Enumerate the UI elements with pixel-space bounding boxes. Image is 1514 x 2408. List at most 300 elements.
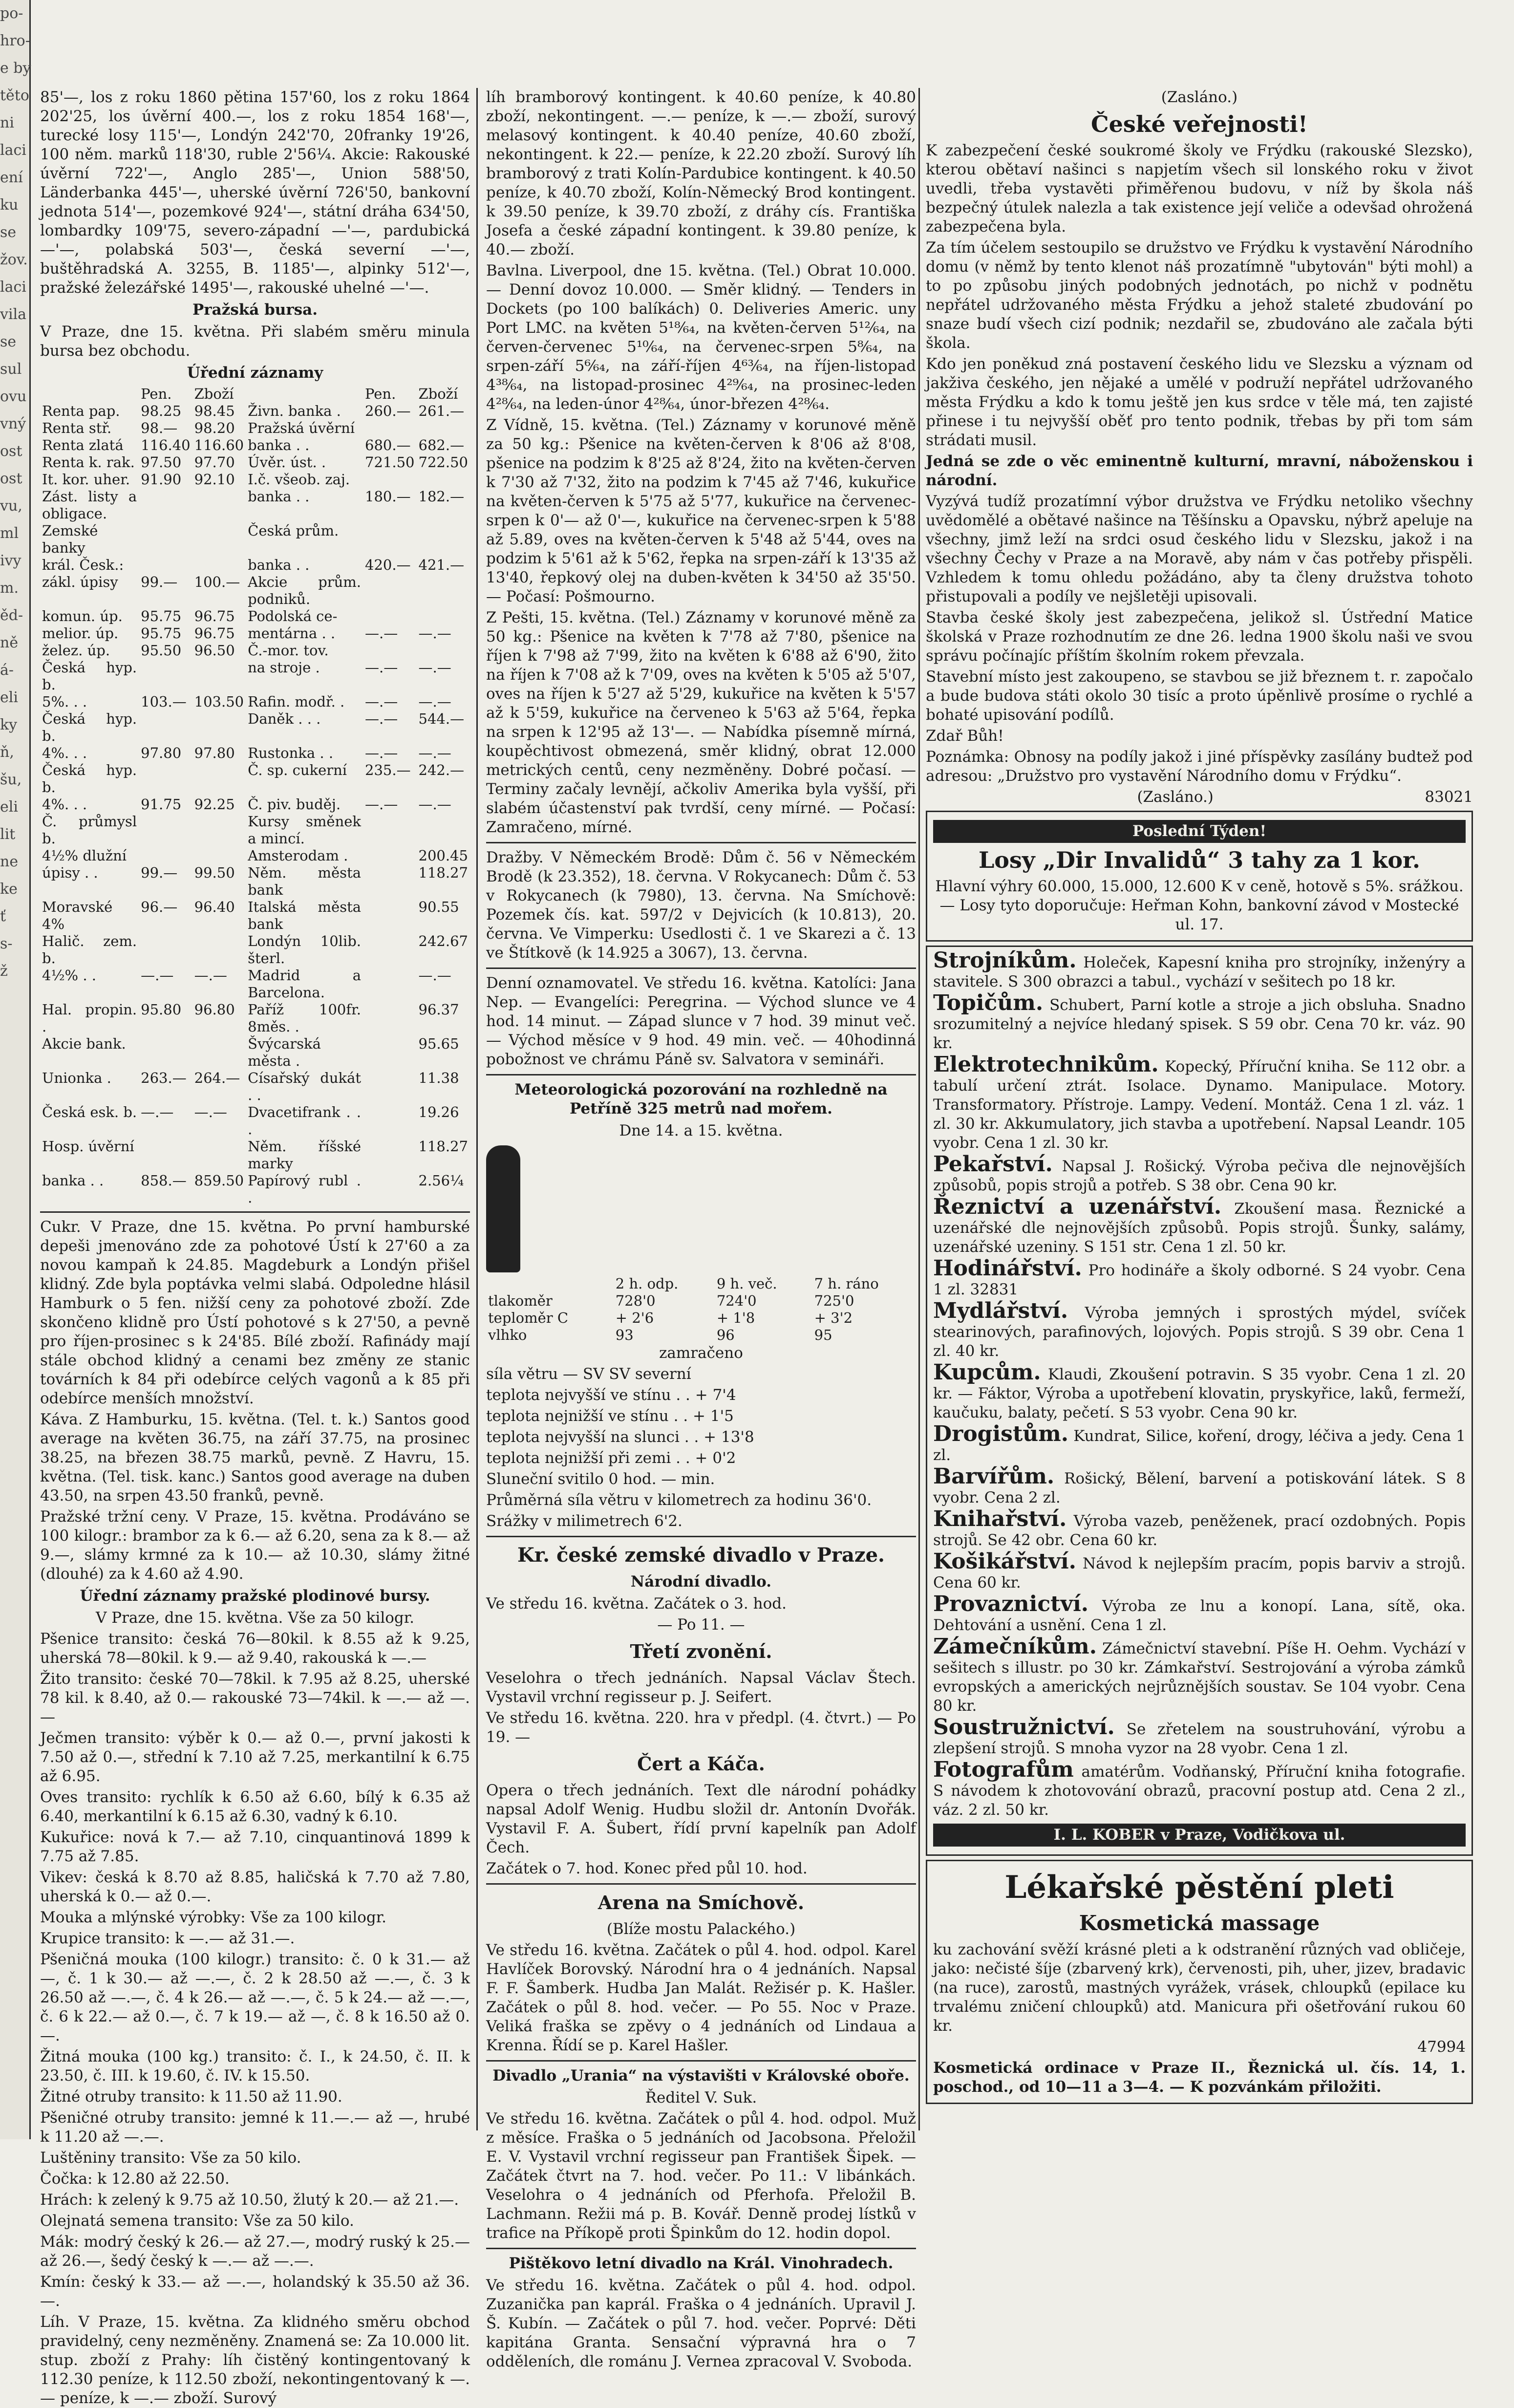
meteo-line: Průměrná síla větru v kilometrech za hodinu 36'0. <box>486 1491 872 1509</box>
show-2-time: Začátek o 7. hod. Konec před půl 10. hod. <box>486 1860 808 1877</box>
cosmetic-text: ku zachování svěží krásné pleti a k odstranění různých vad obličeje, jako: nečisté šíje (zbarvený krk), červenosti, pih, uher, jizev, bradavic (na ruce), zarostů, mastných vyrážek, vrásek, chloupků (epilace ku trvalému zničení chloupků) atd. Manicura při ošetřování rukou 60 kr. <box>933 1941 1466 2035</box>
column-2 <box>486 88 916 2370</box>
bourse-cell: Moravské 4% <box>42 899 113 932</box>
divider <box>486 842 916 843</box>
strip-fragment: ni <box>0 114 14 131</box>
cosmetic-number: 47994 <box>1417 2038 1466 2056</box>
strip-fragment: ky <box>0 716 18 733</box>
bourse-cell: na stroje . <box>248 659 320 676</box>
bourse-cell: —.— <box>141 967 174 984</box>
vienna-quotes-text: 85'—, los z roku 1860 pětina 157'60, los z roku 1864 202'25, los úvěrní 400.—, los z roku 1854 168'—, turecké losy 115'—, Londýn 242'70, 20franky 19'26, 100 něm. marků 118'30, ruble 2'56¼. Akcie: Rakouské úvěrní 722'—, Anglo 285'—, Union 588'50, Länderbanka 445'—, uherské úvěrní 726'50, bankovní jednota 514'—, pozemkové 924'—, státní dráha 634'50, lombardky 109'75, severo-západní —'—, pardubická —'—, polabská 503'—, česká severní —'—, buštěhradská A. 3255, B. 1185'—, alpinky 512'—, pražské železářské 1495'—, rakouské uhelné —'—. <box>40 88 470 297</box>
bourse-cell <box>139 1035 192 1070</box>
bourse-cell <box>192 710 246 745</box>
show-2-desc: Opera o třech jednáních. Text dle národní pohádky napsal Adolf Wenig. Hudbu složil dr. Antonín Dvořák. Vystavil F. A. Šubert, řídí první kapelník pan Adolf Čech. <box>486 1782 916 1856</box>
bourse-cell: 96.80 <box>194 1001 235 1018</box>
bourse-row <box>40 1070 470 1104</box>
book-ad-text: Napsal J. Rošický. Výroba pečiva dle nejnovějších způsobů, popis strojů a potřeb. S 38 obr. Cena 90 kr. <box>933 1158 1466 1194</box>
produce-exchange-intro: V Praze, dne 15. května. Vše za 50 kilogr. <box>95 1609 415 1627</box>
adjacent-page-strip <box>0 0 31 2139</box>
bourse-cell: 242.— <box>418 762 465 778</box>
produce-item: Žitná mouka (100 kg.) transito: č. I., k 24.50, č. II. k 23.50, č. III. k 19.60, č. IV. k 15.50. <box>40 2048 470 2085</box>
produce-item: Hrách: k zelený k 9.75 až 10.50, žlutý k 20.— až 21.—. <box>40 2191 459 2209</box>
bourse-cell <box>417 813 470 847</box>
bourse-cell: Londýn 10lib. šterl. <box>248 933 362 967</box>
column-3 <box>926 88 1473 2130</box>
bourse-cell: Hosp. úvěrní <box>42 1138 134 1155</box>
bourse-cell: Paříž 100fr. 8měs. . <box>248 1001 362 1035</box>
bourse-row <box>40 420 470 437</box>
bourse-row <box>40 608 470 625</box>
bourse-cell <box>417 420 470 437</box>
bourse-cell: Česká prům. <box>248 522 339 539</box>
meteo-cell: teploměr C <box>488 1310 569 1326</box>
appeal-p8: Zdař Bůh! <box>926 727 1004 745</box>
produce-item: Mouka a mlýnské výrobky: Vše za 100 kilogr. <box>40 1909 387 1926</box>
show-2-title: Čert a Káča. <box>637 1753 765 1775</box>
vienna-report: Z Vídně, 15. května. (Tel.) Záznamy v korunové měně za 50 kg.: Pšenice na květen-červen k 8'06 až 8'08, pšenice na podzim k 8'25 až 8'24, žito na květen-červen k 7'30 až 7'32, žito na podzim k 7'45 až 7'46, kukuřice na květen-červen k 5'75 až 5'77, kukuřice na červenec-srpen k 0'— až 0'—, kukuřice na červenec-srpen k 5'88 až 5.89, oves na květen-červen k 5'48 až 5'44, oves na podzim k 5'61 až k 5'62, řepka na srpen-září k 13'35 až 13'40, řepkový olej na duben-květen k 34'50 až 35'50. — Počasí: Pošmourno. <box>486 416 916 605</box>
bourse-row <box>40 847 470 864</box>
sent-in-label-2 <box>926 788 1473 807</box>
strip-fragment: ml <box>0 525 19 542</box>
meteo-table <box>486 1275 916 1344</box>
barometer-icon <box>486 1145 520 1272</box>
book-ad-title: Fotografům <box>933 1757 1074 1782</box>
bourse-cell: Papírový rubl . . <box>248 1172 362 1206</box>
bourse-cell <box>192 488 246 522</box>
bourse-cell <box>139 847 192 864</box>
meteo-cell: + 2'6 <box>615 1310 654 1326</box>
bourse-cell: 200.45 <box>418 847 468 864</box>
meteo-line: teplota nejvyšší ve stínu . . + 7'4 <box>486 1386 736 1404</box>
bourse-cell: 182.— <box>418 488 465 505</box>
strip-fragment: e by <box>0 60 31 77</box>
produce-item: Vikev: česká k 8.70 až 8.85, haličská k 7.70 až 7.80, uherská k 0.— až 0.—. <box>40 1869 470 1905</box>
divider <box>486 968 916 969</box>
bourse-cell <box>139 762 192 796</box>
book-ad <box>933 1757 1466 1820</box>
strip-fragment: šu, <box>0 771 22 788</box>
bourse-cell: Úvěr. úst. . <box>248 454 326 471</box>
meteo-cell: 95 <box>814 1327 832 1343</box>
bourse-row <box>40 745 470 762</box>
bourse-row <box>40 1001 470 1035</box>
meteo-col-head: 9 h. več. <box>716 1275 777 1292</box>
book-ad-text: Pro hodináře a školy odborné. S 24 vyobr. Cena 1 zl. 32831 <box>933 1262 1466 1298</box>
bourse-cell <box>192 933 246 967</box>
bourse-cell <box>363 1001 416 1035</box>
bourse-cell: Něm. města bank <box>248 864 362 898</box>
strip-fragment: ovu <box>0 388 27 405</box>
coffee-report: Káva. Z Hamburku, 15. května. (Tel. t. k.) Santos good average na květen 36.75, na září 37.75, na prosinec 38.25, na březen 38.75 marků, pevně. Z Havru, 15. května. (Tel. tisk. kanc.) Santos good average na duben 43.50, na srpen 43.50 franků, pevně. <box>40 1411 470 1505</box>
strip-fragment: ž <box>0 963 8 980</box>
national-theatre-heading: Národní divadlo. <box>630 1573 772 1591</box>
bourse-table <box>40 386 470 1206</box>
bourse-cell: Zást. listy a obligace. <box>42 488 137 522</box>
bourse-cell <box>363 1138 416 1172</box>
arena-text: Ve středu 16. května. Začátek o půl 4. hod. odpol. Karel Havlíček Borovský. Národní hra o 4 jednáních. Napsal F. F. Šamberk. Hudba Jan Malát. Režisér p. K. Hašler. Začátek o půl 8. hod. večer. — Po 55. Noc v Praze. Veliká fraška se zpěvy o 4 jednáních od Lindaua a Krenna. Řídí se p. Karel Hašler. <box>486 1941 916 2054</box>
appeal-p4: Jedná se zde o věc eminentně kulturní, mravní, náboženskou i národní. <box>926 452 1473 489</box>
sugar-report: Cukr. V Praze, dne 15. května. Po první hamburské depeši jmenováno zde za pohotové Ústí k 27'60 a za novou kampaň k 24.85. Magdeburk a Londýn přišel klidný. Zde byla poptávka velmi slabá. Odpoledne hlásil Hamburk o 5 fen. nižší ceny za pohotové zboží. Zde skončeno klidně pro Ústí pohotové s k 27'50, a pevně pro říjen-prosinec s k 24'85. Bílé zboží. Rafinády mají stále obchod klidný a cenami bez změny ze stanic továrních k 84 při odebírce celých vagonů a k 85 při odebírce menších množství. <box>40 1218 470 1407</box>
produce-item: Pšeničná mouka (100 kilogr.) transito: č. 0 k 31.— až —, č. 1 k 30.— až —.—, č. 2 k 28.50 až —.—, č. 3 k 26.50 až —.—, č. 4 k 26.— až —.—, č. 5 k 24.— až —.—, č. 6 k 22.— až 0.—, č. 7 k 19.— až —, č. 8 k 16.50 až 0.—. <box>40 1951 470 2044</box>
bourse-cell: Hal. propin. . <box>42 1001 137 1035</box>
book-ad-title: Mydlářství. <box>933 1298 1068 1323</box>
strip-fragment: eli <box>0 798 18 816</box>
prague-bourse-heading: Pražská bursa. <box>192 301 318 319</box>
bourse-cell <box>139 557 192 574</box>
book-ad-text: Schubert, Parní kotle a stroje a jich obsluha. Snadno srozumitelný a nejvíce hledaný spisek. S 59 obr. Cena 70 kr. váz. 90 kr. <box>933 996 1466 1052</box>
book-ad <box>933 1421 1466 1465</box>
bourse-cell: 97.80 <box>141 745 182 761</box>
cosmetic-ad <box>926 1860 1473 2104</box>
bourse-cell: 99.— <box>141 574 178 590</box>
bourse-cell: 264.— <box>194 1070 240 1086</box>
bourse-cell: Akcie prům. podniků. <box>248 574 362 607</box>
bourse-cell: 97.70 <box>194 454 235 471</box>
bourse-cell: —.— <box>418 625 451 642</box>
show-1-date: Ve středu 16. května. Začátek o 3. hod. <box>486 1595 787 1612</box>
strip-fragment: ke <box>0 881 18 898</box>
bourse-cell: Kursy směnek a mincí. <box>248 813 362 847</box>
bourse-cell: 5%. . . <box>42 693 87 710</box>
bourse-cell <box>363 1035 416 1070</box>
appeal-p7: Stavební místo jest zakoupeno, se stavbou se již březnem t. r. započalo a bude budova státi okolo 30 tisíc a proto úpěnlivě prosíme o rychlé a bohaté upisování podílů. <box>926 668 1473 724</box>
bourse-cell: 91.90 <box>141 471 182 488</box>
bourse-cell: Česká hyp. b. <box>42 762 137 796</box>
meteo-col-head: 2 h. odp. <box>615 1275 679 1292</box>
summer-theatre-text: Ve středu 16. května. Začátek o půl 4. hod. odpol. Zuzanička pan kaprál. Fraška o 4 jednáních. Upravil J. Š. Kubín. — Začátek o půl 7. hod. večer. Poprvé: Děti kapitána Granta. Sensační výpravná hra o 7 odděleních, dle románu J. Vernea zpracoval V. Svoboda. <box>486 2277 916 2370</box>
bourse-cell <box>139 813 192 847</box>
bourse-cell: Renta k. rak. <box>42 454 135 471</box>
strip-fragment: m. <box>0 580 19 597</box>
bourse-cell: 116.40 <box>141 437 191 453</box>
meteo-row <box>486 1327 916 1344</box>
bourse-cell: Rustonka . . <box>248 745 334 761</box>
bourse-cell: 544.— <box>418 710 465 727</box>
meteo-row <box>486 1292 916 1310</box>
meteo-heading: Meteorologická pozorování na rozhledně na Petříně 325 metrů nad mořem. <box>514 1081 888 1118</box>
divider <box>486 2248 916 2249</box>
book-ad-title: Soustružnictví. <box>933 1715 1115 1740</box>
bourse-cell: zákl. úpisy <box>42 574 118 590</box>
strip-fragment: lit <box>0 826 16 843</box>
bourse-row <box>40 864 470 899</box>
book-ad <box>933 1298 1466 1361</box>
appeal-p6: Stavba české školy jest zabezpečena, jelikož sl. Ústřední Matice školská v Praze rozhodnutím ze dne 26. ledna 1900 školu naši ve svou správu počínajíc příštím školním rokem převzala. <box>926 609 1473 665</box>
bourse-row <box>40 522 470 557</box>
produce-item: Pšeničné otruby transito: jemné k 11.—.— až —, hrubé k 11.20 až —.—. <box>40 2109 470 2146</box>
bourse-cell: Živn. banka . <box>248 403 341 419</box>
bourse-row <box>40 403 470 420</box>
appeal-p2: Za tím účelem sestoupilo se družstvo ve Frýdku k vystavění Národního domu (v němž by tento klenot náš prozatímně "ubytován" býti mohl) a to po způsobu jiných podobných jednotách, po nichž v podnětu nepřátel udržovaného města Frýdku a jehož staleté zbudování po snaze budí všech cizí podnik; nezdařil se, zbudováno ale začala býti škola. <box>926 239 1473 352</box>
strip-fragment: ně <box>0 634 19 651</box>
bourse-cell <box>363 1070 416 1104</box>
strip-fragment: ň, <box>0 744 14 761</box>
meteo-cell: tlakoměr <box>488 1292 553 1309</box>
bourse-cell: Podolská ce- <box>248 608 338 624</box>
bourse-cell <box>363 847 416 864</box>
appeal-p5: Vyzývá tudíž prozatímní výbor družstva ve Frýdku netoliko všechny uvědomělé a obětavé našince na Těšínsku a Opavsku, nýbrž apeluje na všechny, jimž leží na srdci osud českého lidu v Slezsku, jakož i na všechny Čechy v Praze a na Moravě, aby nám v čas potřeby přispěli. Vzhledem k tomu ohledu požádáno, aby ta členy družstva tohoto přistupovali a podíly ve nejšletěji upisovali. <box>926 493 1473 605</box>
lottery-details: Hlavní výhry 60.000, 15.000, 12.600 K v ceně, hotově s 5%. srážkou. — Losy tyto doporučuje: Heřman Kohn, bankovní závod v Mostecké ul. 17. <box>935 878 1464 933</box>
bourse-cell: Česká esk. b. <box>42 1104 137 1120</box>
bourse-cell: Renta pap. <box>42 403 120 419</box>
produce-item: Olejnatá semena transito: Vše za 50 kilo. <box>40 2212 354 2230</box>
meteo-line: Sluneční svitilo 0 hod. — min. <box>486 1470 715 1488</box>
strip-fragment: vu, <box>0 497 22 515</box>
book-ad-text: Výroba jemných i sprostých mýdel, svíček stearinových, parafinových, lojových. Popis strojů. S 39 obr. Cena 1 zl. 40 kr. <box>933 1304 1466 1360</box>
strip-fragment: ť <box>0 908 6 925</box>
bourse-cell: 96.50 <box>194 642 235 659</box>
meteo-cell: 725'0 <box>814 1292 854 1309</box>
strip-fragment: sul <box>0 361 22 378</box>
bourse-cell <box>363 1172 416 1206</box>
show-1-title: Třetí zvonění. <box>630 1640 772 1662</box>
bourse-cell: 90.55 <box>418 899 459 915</box>
bourse-row <box>40 557 470 574</box>
divider <box>486 1536 916 1537</box>
bourse-cell <box>417 522 470 557</box>
bourse-cell: 96.75 <box>194 625 235 642</box>
book-ad-text: Návod k nejlepším pracím, popis barviv a strojů. Cena 60 kr. <box>933 1555 1466 1591</box>
show-1-number: — Po 11. — <box>657 1616 745 1634</box>
book-ad <box>933 1549 1466 1592</box>
bourse-row <box>40 574 470 608</box>
strip-fragment: žov. <box>0 251 28 268</box>
meteo-sky: zamračeno <box>659 1344 743 1362</box>
strip-fragment: těto <box>0 87 29 104</box>
appeal-note: Poznámka: Obnosy na podíly jakož i jiné příspěvky zasílány budtež pod adresou: „Družstvo pro vystavění Národního domu v Frýdku“. <box>926 748 1473 785</box>
bourse-cell: želez. úp. <box>42 642 110 659</box>
strip-fragment: ěd- <box>0 607 23 624</box>
arena-heading: Arena na Smíchově. <box>597 1892 805 1914</box>
bourse-cell: 92.25 <box>194 796 235 813</box>
bourse-cell <box>363 899 416 933</box>
produce-item: Mák: modrý český k 26.— až 27.—, modrý ruský k 25.— až 26.—, šedý český k —.— až —.—. <box>40 2233 470 2270</box>
bourse-cell: Zemské banky <box>42 522 98 556</box>
cosmetic-heading: Lékařské pěstění pleti <box>1004 1869 1394 1906</box>
book-ad-title: Kupcům. <box>933 1360 1041 1385</box>
bourse-row <box>40 693 470 710</box>
bourse-cell: 421.— <box>418 557 465 573</box>
cosmetic-subheading: Kosmetická massage <box>1079 1911 1320 1935</box>
lottery-ad <box>926 811 1473 942</box>
bourse-cell: 98.— <box>141 420 178 436</box>
strip-fragment: ost <box>0 470 22 487</box>
bourse-cell <box>363 933 416 967</box>
bourse-cell: mentárna . . <box>248 625 336 642</box>
book-ad-title: Strojníkům. <box>933 948 1077 973</box>
bourse-cell: banka . . <box>248 488 310 505</box>
meteo-cell: vlhko <box>488 1327 527 1343</box>
bourse-row <box>40 625 470 642</box>
divider <box>40 1211 470 1213</box>
book-ad-title: Topičům. <box>933 990 1044 1015</box>
bourse-cell <box>192 762 246 796</box>
book-ad-text: Se zřetelem na soustruhování, výrobu a zlepšení strojů. S mnoha vyzor na 28 vyobr. Cena 1 zl. <box>933 1720 1466 1757</box>
bourse-row <box>40 933 470 967</box>
bourse-cell: 100.— <box>194 574 240 590</box>
meteo-extra <box>486 1386 916 1531</box>
bourse-cell: komun. úp. <box>42 608 123 624</box>
auctions: Dražby. V Německém Brodě: Dům č. 56 v Německém Brodě (k 23.352), 18. června. V Rokycanech: Dům č. 53 v Rokycanech (k 7980), 13. června. Na Smíchově: Pozemek čís. kat. 597/2 v Dejvicích (k 10.813), 20. června. Ve Vimperku: Usedlosti č. 1 ve Skarezi a č. 13 ve Štítkově (k 14.925 a 3067), 13. června. <box>486 849 916 962</box>
bourse-cell <box>417 471 470 488</box>
bourse-cell <box>363 574 416 608</box>
bourse-cell <box>139 522 192 557</box>
ad-number: 83021 <box>1425 788 1473 806</box>
bourse-cell: Renta stř. <box>42 420 112 436</box>
column-1 <box>40 88 470 2407</box>
bourse-cell: Č. průmysl b. <box>42 813 137 847</box>
bourse-cell: 97.80 <box>194 745 235 761</box>
bourse-cell: 98.20 <box>194 420 235 436</box>
bourse-cell: 97.50 <box>141 454 182 471</box>
bourse-cell: I.č. všeob. zaj. <box>248 471 350 488</box>
bourse-cell <box>363 813 416 847</box>
produce-item: Pšenice transito: česká 76—80kil. k 8.55 až k 9.25, uherská 78—80kil. k 9.— až 9.40, rakouská k —.— <box>40 1630 470 1667</box>
book-ad-text: Holeček, Kapesní kniha pro strojníky, inženýry a stavitele. S 300 obrazci a tabul., vychází v sešitech po 18 kr. <box>933 954 1466 990</box>
book-ad <box>933 1052 1466 1153</box>
bourse-row <box>40 1138 470 1172</box>
bourse-cell: Akcie bank. <box>42 1035 126 1052</box>
bourse-cell: Švýcarská města . <box>248 1035 321 1069</box>
prague-bourse-intro: V Praze, dne 15. května. Při slabém směru minula bursa bez obchodu. <box>40 323 470 360</box>
book-ad <box>933 1715 1466 1758</box>
produce-item: Ječmen transito: výběr k 0.— až 0.—, první jakosti k 7.50 až 0.—, střední k 7.10 až 7.25, merkantilní k 6.75 až 6.95. <box>40 1729 470 1785</box>
col-head: Pen. <box>365 386 396 402</box>
appeal-p3: Kdo jen poněkud zná postavení českého lidu ve Slezsku a význam od jakživa českého, jen nějaké a umělé v podruží nepřátel udržovaného města Frýdku a kdo k tomu ještě jen kus srdce v těle má, ten zajisté přinese i tu nejvyšší oběť pro tento podnik, třebas by při tom sám strádati musil. <box>926 355 1473 449</box>
bourse-cell <box>139 710 192 745</box>
bourse-cell: banka . . <box>248 437 310 453</box>
strip-fragment: s- <box>0 935 13 952</box>
book-ad-text: Kundrat, Silice, koření, drogy, léčiva a jedy. Cena 1 zl. <box>933 1427 1466 1464</box>
bourse-cell: —.— <box>418 967 451 984</box>
market-prices: Pražské tržní ceny. V Praze, 15. května. Prodáváno se 100 kilogr.: brambor za k 6.— až 6.20, sena za k 8.— až 9.—, slámy krmné za k 10.— až 10.30, slámy žitné (dlouhé) za k 4.60 až 4.90. <box>40 1508 470 1583</box>
book-ad <box>933 1360 1466 1422</box>
bourse-cell: 858.— <box>141 1172 187 1189</box>
bourse-cell: 721.50 <box>365 454 415 471</box>
bourse-row <box>40 454 470 471</box>
official-records-heading: Úřední záznamy <box>187 364 323 382</box>
bourse-row <box>40 488 470 522</box>
bourse-cell: 263.— <box>141 1070 187 1086</box>
meteo-cell: 96 <box>716 1327 735 1343</box>
book-ad-title: Pekařství. <box>933 1152 1053 1177</box>
bourse-cell: 95.80 <box>141 1001 182 1018</box>
strip-fragment: ku <box>0 196 19 214</box>
bourse-cell: Unionka . <box>42 1070 111 1086</box>
col-head <box>246 386 363 403</box>
strip-fragment: laci <box>0 142 26 159</box>
book-ad-title: Barvířům. <box>933 1464 1055 1489</box>
meteo-cell: 93 <box>615 1327 634 1343</box>
lottery-last-week: Poslední Týden! <box>933 820 1466 843</box>
bourse-cell: 103.50 <box>194 693 244 710</box>
appeal-heading: České veřejnosti! <box>1090 111 1308 137</box>
column-rule-2 <box>918 88 920 2130</box>
bourse-cell <box>139 488 192 522</box>
bourse-cell: 682.— <box>418 437 465 453</box>
produce-item: Luštěniny transito: Vše za 50 kilo. <box>40 2149 301 2167</box>
bourse-cell: 420.— <box>365 557 411 573</box>
bourse-cell: 242.67 <box>418 933 468 949</box>
bourse-cell <box>192 847 246 864</box>
book-ad <box>933 1634 1466 1716</box>
bourse-cell <box>417 608 470 625</box>
appeal-p1: K zabezpečení české soukromé školy ve Frýdku (rakouské Slezsko), kterou obětaví našinci s napjetím všech sil lonského roku v život uvedli, třeba vystavěti přiměřenou budovu, v níž by škola náš bezpečný útulek nalezla a tak existence její veliče a odevšad ohrožená zabezpečena byla. <box>926 142 1473 236</box>
meteo-date: Dne 14. a 15. května. <box>619 1122 783 1140</box>
bourse-cell <box>192 813 246 847</box>
kober-ads-box <box>926 946 1473 1856</box>
bourse-cell: Renta zlatá <box>42 437 124 453</box>
bourse-cell <box>363 471 416 488</box>
bourse-row <box>40 437 470 454</box>
summer-theatre-heading: Pištěkovo letní divadlo na Král. Vinohradech. <box>509 2255 894 2272</box>
bourse-cell: Česká hyp. b. <box>42 659 137 693</box>
bourse-cell: 4½% . . <box>42 967 96 984</box>
bourse-cell: 11.38 <box>418 1070 459 1086</box>
book-ad <box>933 990 1466 1053</box>
bourse-row <box>40 642 470 659</box>
kober-banner: I. L. KOBER v Praze, Vodičkova ul. <box>933 1824 1466 1847</box>
bourse-cell: 95.75 <box>141 608 182 624</box>
divider <box>486 2060 916 2062</box>
produce-item: Čočka: k 12.80 až 22.50. <box>40 2170 230 2188</box>
strip-fragment: se <box>0 333 17 350</box>
bourse-cell: Č. sp. cukerní <box>248 762 347 778</box>
bourse-cell: Halič. zem. b. <box>42 933 137 967</box>
book-ad-title: Provaznictví. <box>933 1591 1089 1616</box>
bourse-cell: —.— <box>418 745 451 761</box>
bourse-row <box>40 1104 470 1138</box>
bourse-cell: Č.-mor. tov. <box>248 642 329 659</box>
bourse-cell: banka . . <box>42 1172 104 1189</box>
produce-item: Oves transito: rychlík k 6.50 až 6.60, bílý k 6.35 až 6.40, merkantilní k 6.15 až 6.30, vadný k 6.10. <box>40 1788 470 1825</box>
bourse-cell: —.— <box>365 659 398 676</box>
bourse-cell: 19.26 <box>418 1104 459 1120</box>
produce-item: Kmín: český k 33.— až —.—, holandský k 35.50 až 36.—. <box>40 2273 470 2310</box>
bourse-cell <box>363 608 416 625</box>
bourse-cell <box>139 933 192 967</box>
book-ad <box>933 1256 1466 1299</box>
meteo-block <box>486 1142 916 1531</box>
bourse-cell: Madrid a Barcelona. <box>248 967 362 1001</box>
lottery-title: Losy „Dir Invalidů“ 3 tahy za 1 kor. <box>978 847 1421 873</box>
bourse-cell: 261.— <box>418 403 465 419</box>
book-ad-title: Knihařství. <box>933 1506 1067 1531</box>
book-ad-text: Výroba ze lnu a konopí. Lana, sítě, oka. Dehtování a usnění. Cena 1 zl. <box>933 1597 1466 1634</box>
bourse-cell: 680.— <box>365 437 411 453</box>
cotton-report: Bavlna. Liverpool, dne 15. května. (Tel.) Obrat 10.000. — Denní dovoz 10.000. — Směr klidný. — Tenders in Dockets (po 100 balíkách) 0. Deliveries Americ. uny Port LMC. na květen 5¹⁸⁄₆₄, na květen-červen 5¹²⁄₆₄, na červen-červenec 5¹⁰⁄₆₄, na červenec-srpen 5⁸⁄₆₄, na srpen-září 5⁶⁄₆₄, na září-říjen 4⁶³⁄₆₄, na říjen-listopad 4³⁸⁄₆₄, na listopad-prosinec 4²⁹⁄₆₄, na prosinec-leden 4²⁸⁄₆₄, na leden-únor 4²⁸⁄₆₄, únor-březen 4²⁸⁄₆₄. <box>486 262 916 413</box>
bourse-table-head <box>40 386 470 403</box>
bourse-cell: 99.50 <box>194 864 235 881</box>
bourse-row <box>40 1035 470 1070</box>
produce-item: Kukuřice: nová k 7.— až 7.10, cinquantinová 1899 k 7.75 až 7.85. <box>40 1828 470 1865</box>
bourse-cell: Rafin. modř. . <box>248 693 345 710</box>
bourse-cell: 859.50 <box>194 1172 244 1189</box>
book-ad-text: Kopecký, Příruční kniha. Se 112 obr. a tabulí určení ztrát. Isolace. Dynamo. Manipulace. Motory. Transformatory. Přístroje. Lampy. Vedení. Montáž. Cena 1 zl. váz. 1 zl. 30 kr. Akkumulatory, jich stavba a upotřebení. Napsal Leandr. 105 vyobr. Cena 1 zl. 30 kr. <box>933 1058 1466 1152</box>
book-ad-title: Elektrotechnikům. <box>933 1052 1159 1077</box>
bourse-cell: 722.50 <box>418 454 468 471</box>
meteo-cell: 728'0 <box>615 1292 656 1309</box>
produce-list <box>40 1630 470 2408</box>
daily-notices: Denní oznamovatel. Ve středu 16. května. Katolíci: Jana Nep. — Evangelíci: Peregrina. — Východ slunce ve 4 hod. 14 minut. — Západ slunce v 7 hod. 39 minut več. — Východ měsíce v 9 hod. 49 min. več. — 40hodinná pobožnost ve chrámu Páně sv. Salvatora v semináři. <box>486 974 916 1068</box>
meteo-line: teplota nejvyšší na slunci . . + 13'8 <box>486 1428 754 1446</box>
strip-fragment: ení <box>0 169 23 186</box>
bourse-cell: Dvacetifrank . . . <box>248 1104 362 1138</box>
book-ad-title: Zámečníkům. <box>933 1634 1097 1659</box>
arena-sub: (Blíže mostu Palackého.) <box>606 1920 796 1938</box>
produce-item: Žito transito: české 70—78kil. k 7.95 až 8.25, uherské 78 kil. k 8.40, až 0.— rakouské 73—74kil. k —.— až —.— <box>40 1670 470 1726</box>
bourse-row <box>40 659 470 693</box>
